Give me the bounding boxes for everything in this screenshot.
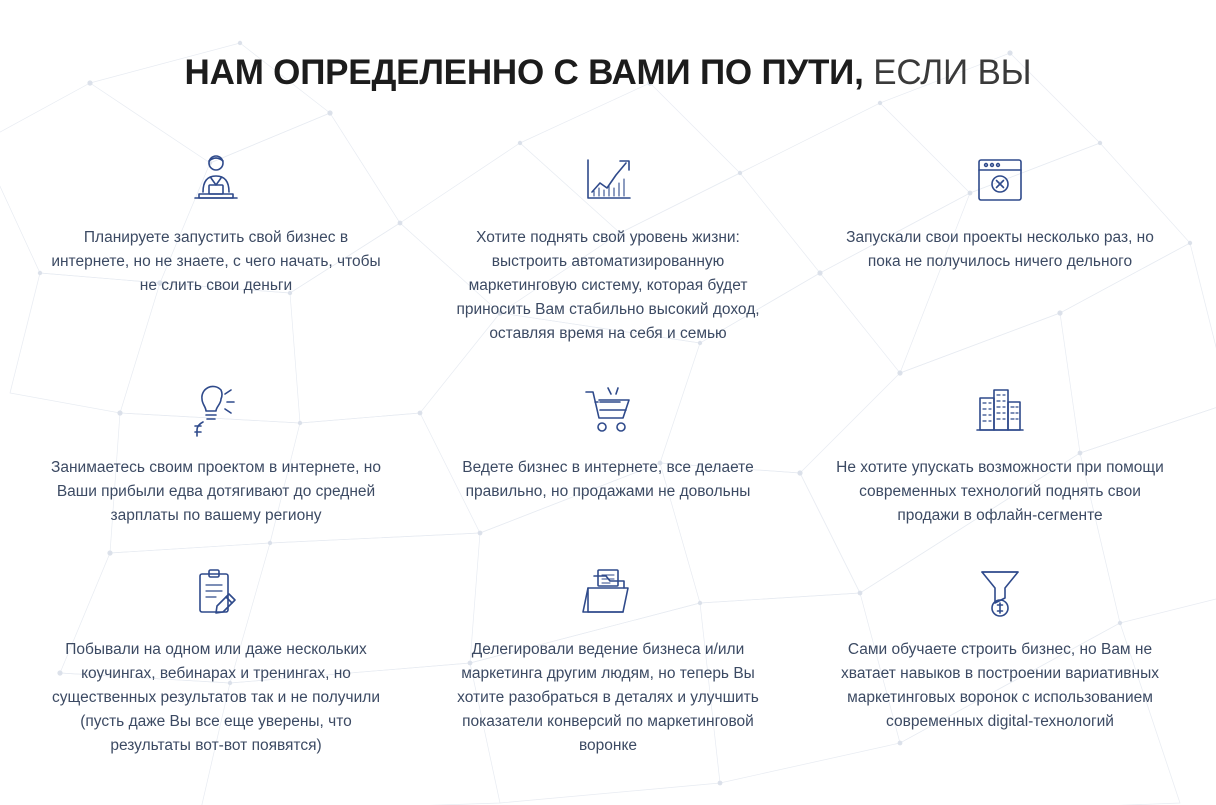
list-item-text: Ведете бизнес в интернете, все делаете правильно, но продажами не довольны xyxy=(462,458,754,500)
list-item xyxy=(804,376,1196,558)
list-item-text: Сами обучаете строить бизнес, но Вам не хватает навыков в построении вариативных маркетинговых воронок с использованием современных digital-технологий xyxy=(841,640,1159,730)
page-root xyxy=(0,23,1216,805)
browser-error-icon xyxy=(830,146,1170,208)
buildings-icon xyxy=(830,376,1170,438)
list-item-text: Хотите поднять свой уровень жизни: выстроить автоматизированную маркетинговую систему, которая будет приносить Вам стабильно высокий доход, оставляя время на себя и семью xyxy=(456,228,760,342)
list-item xyxy=(412,376,804,558)
growth-chart-icon xyxy=(438,146,778,208)
list-item xyxy=(412,558,804,788)
folder-documents-icon xyxy=(438,558,778,620)
list-item-text: Побывали на одном или даже нескольких коучингах, вебинарах и тренингах, но существенных результатов так и не получили (пусть даже Вы все еще уверены, что результаты вот-вот появятся) xyxy=(52,640,380,754)
list-item-text: Занимаетесь своим проектом в интернете, но Ваши прибыли едва дотягивают до средней зарплаты по вашему региону xyxy=(51,458,381,524)
list-item-text: Делегировали ведение бизнеса и/или маркетинга другим людям, но теперь Вы хотите разобраться в деталях и улучшить показатели конверсий по маркетинговой воронке xyxy=(457,640,759,754)
funnel-money-icon xyxy=(830,558,1170,620)
shopping-cart-icon xyxy=(438,376,778,438)
list-item-text: Не хотите упускать возможности при помощи современных технологий поднять свои продажи в офлайн-сегменте xyxy=(836,458,1164,524)
page-title-light: ЕСЛИ ВЫ xyxy=(873,53,1032,93)
list-item-text: Запускали свои проекты несколько раз, но пока не получилось ничего дельного xyxy=(846,228,1154,270)
clipboard-pencil-icon xyxy=(46,558,386,620)
list-item xyxy=(20,146,412,376)
list-item xyxy=(20,376,412,558)
list-item xyxy=(412,146,804,376)
benefits-grid xyxy=(0,146,1216,788)
list-item-text: Планируете запустить свой бизнес в интернете, но не знаете, с чего начать, чтобы не слить свои деньги xyxy=(51,228,381,294)
page-title xyxy=(0,23,1216,93)
list-item xyxy=(804,558,1196,788)
page-title-bold: НАМ ОПРЕДЕЛЕННО С ВАМИ ПО ПУТИ, xyxy=(184,53,864,93)
person-laptop-icon xyxy=(46,146,386,208)
list-item xyxy=(20,558,412,788)
idea-bulb-hand-icon xyxy=(46,376,386,438)
list-item xyxy=(804,146,1196,376)
